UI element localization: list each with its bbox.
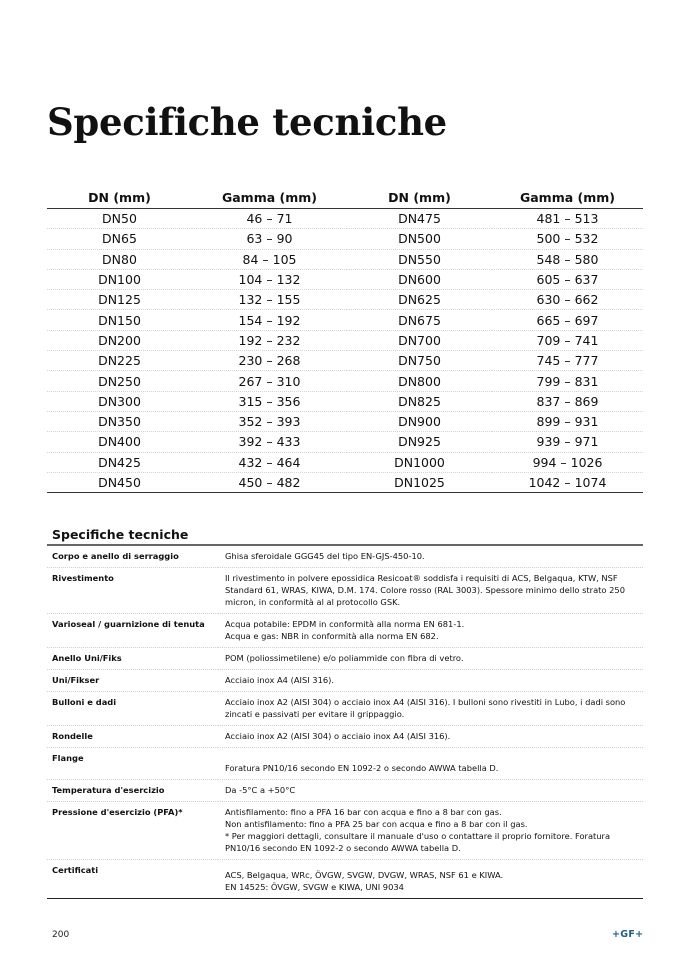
spec-row bbox=[47, 802, 643, 860]
header-dn-left: DN (mm) bbox=[47, 186, 192, 209]
cell-range-right: 837 – 869 bbox=[492, 391, 643, 411]
table-row bbox=[47, 391, 643, 411]
cell-range-left: 352 – 393 bbox=[192, 411, 347, 431]
table-row bbox=[47, 209, 643, 229]
cell-dn-left: DN125 bbox=[47, 290, 192, 310]
cell-dn-right: DN825 bbox=[347, 391, 492, 411]
cell-range-right: 939 – 971 bbox=[492, 432, 643, 452]
spec-value bbox=[218, 802, 643, 860]
cell-range-left: 84 – 105 bbox=[192, 249, 347, 269]
cell-range-right: 709 – 741 bbox=[492, 330, 643, 350]
specs-body bbox=[47, 546, 643, 899]
cell-range-left: 267 – 310 bbox=[192, 371, 347, 391]
cell-dn-right: DN925 bbox=[347, 432, 492, 452]
cell-range-left: 450 – 482 bbox=[192, 472, 347, 492]
cell-range-right: 1042 – 1074 bbox=[492, 472, 643, 492]
cell-dn-left: DN65 bbox=[47, 229, 192, 249]
spec-label: Bulloni e dadi bbox=[47, 692, 218, 726]
spec-label: Uni/Fikser bbox=[47, 670, 218, 692]
cell-dn-right: DN500 bbox=[347, 229, 492, 249]
spec-value bbox=[218, 860, 643, 899]
cell-dn-right: DN1000 bbox=[347, 452, 492, 472]
table-row bbox=[47, 432, 643, 452]
spec-value bbox=[218, 648, 643, 670]
cell-dn-left: DN450 bbox=[47, 472, 192, 492]
spec-row bbox=[47, 748, 643, 780]
specs-title: Specifiche tecniche bbox=[52, 527, 189, 542]
cell-range-right: 500 – 532 bbox=[492, 229, 643, 249]
table-row bbox=[47, 330, 643, 350]
cell-dn-right: DN625 bbox=[347, 290, 492, 310]
cell-dn-left: DN150 bbox=[47, 310, 192, 330]
cell-dn-left: DN100 bbox=[47, 269, 192, 289]
spec-row bbox=[47, 670, 643, 692]
spec-value-line: Acqua e gas: NBR in conformità alla norma EN 682. bbox=[225, 631, 439, 641]
spec-value-line: * Per maggiori dettagli, consultare il manuale d'uso o contattare il proprio fornitore. Foratura PN10/16 secondo EN 1092-2 o secondo AWWA tabella D. bbox=[225, 831, 611, 853]
table-row bbox=[47, 310, 643, 330]
cell-dn-left: DN350 bbox=[47, 411, 192, 431]
spec-value bbox=[218, 670, 643, 692]
cell-dn-right: DN600 bbox=[347, 269, 492, 289]
spec-row bbox=[47, 726, 643, 748]
cell-range-left: 132 – 155 bbox=[192, 290, 347, 310]
table-row bbox=[47, 269, 643, 289]
table-row bbox=[47, 229, 643, 249]
spec-value bbox=[218, 726, 643, 748]
header-dn-right: DN (mm) bbox=[347, 186, 492, 209]
cell-range-left: 315 – 356 bbox=[192, 391, 347, 411]
cell-range-left: 63 – 90 bbox=[192, 229, 347, 249]
spec-label: Pressione d'esercizio (PFA)* bbox=[47, 802, 218, 860]
spec-value-line: Non antisfilamento: fino a PFA 25 bar con acqua e fino a 8 bar con il gas. bbox=[225, 819, 528, 829]
spec-value bbox=[218, 692, 643, 726]
header-range-left: Gamma (mm) bbox=[192, 186, 347, 209]
cell-dn-right: DN700 bbox=[347, 330, 492, 350]
dimensions-body bbox=[47, 209, 643, 493]
cell-range-right: 630 – 662 bbox=[492, 290, 643, 310]
cell-range-left: 154 – 192 bbox=[192, 310, 347, 330]
spec-row bbox=[47, 568, 643, 614]
spec-value bbox=[218, 748, 643, 780]
spec-label: Rondelle bbox=[47, 726, 218, 748]
spec-value-line: EN 14525: ÖVGW, SVGW e KIWA, UNI 9034 bbox=[225, 882, 404, 892]
specs-table bbox=[47, 546, 643, 899]
spec-label: Temperatura d'esercizio bbox=[47, 780, 218, 802]
spec-label: Corpo e anello di serraggio bbox=[47, 546, 218, 568]
spec-value-line: Acqua potabile: EPDM in conformità alla norma EN 681-1. bbox=[225, 619, 465, 629]
page-number: 200 bbox=[52, 930, 70, 940]
spec-value-line: Il rivestimento in polvere epossidica Resicoat® soddisfa i requisiti di ACS, Belgaqua, KTW, NSF Standard 61, WRAS, KIWA, D.M. 174. Colore rosso (RAL 3003). Spessore minimo dello strato 250 micron, in conformità al al protocollo GSK. bbox=[225, 573, 625, 607]
cell-range-left: 192 – 232 bbox=[192, 330, 347, 350]
spec-row bbox=[47, 614, 643, 648]
cell-range-left: 104 – 132 bbox=[192, 269, 347, 289]
spec-label: Flange bbox=[47, 748, 218, 780]
spec-value-line: Foratura PN10/16 secondo EN 1092-2 o secondo AWWA tabella D. bbox=[225, 763, 499, 773]
spec-value bbox=[218, 780, 643, 802]
cell-dn-left: DN425 bbox=[47, 452, 192, 472]
dimensions-table bbox=[47, 186, 643, 493]
spec-value bbox=[218, 614, 643, 648]
table-row bbox=[47, 472, 643, 492]
spec-value-line: Acciaio inox A2 (AISI 304) o acciaio inox A4 (AISI 316). bbox=[225, 731, 451, 741]
cell-dn-right: DN675 bbox=[347, 310, 492, 330]
spec-value-line: Da -5°C a +50°C bbox=[225, 785, 296, 795]
cell-range-left: 432 – 464 bbox=[192, 452, 347, 472]
cell-range-right: 665 – 697 bbox=[492, 310, 643, 330]
cell-dn-left: DN400 bbox=[47, 432, 192, 452]
cell-dn-right: DN550 bbox=[347, 249, 492, 269]
spec-value-line: Acciaio inox A2 (AISI 304) o acciaio inox A4 (AISI 316). I bulloni sono rivestiti in Lubo, i dadi sono zincati e passivati per evitare il grippaggio. bbox=[225, 697, 626, 719]
cell-dn-left: DN250 bbox=[47, 371, 192, 391]
cell-range-right: 899 – 931 bbox=[492, 411, 643, 431]
spec-value-line: Ghisa sferoidale GGG45 del tipo EN-GJS-450-10. bbox=[225, 551, 425, 561]
cell-range-right: 548 – 580 bbox=[492, 249, 643, 269]
cell-range-left: 230 – 268 bbox=[192, 351, 347, 371]
spec-value bbox=[218, 546, 643, 568]
spec-row bbox=[47, 860, 643, 899]
cell-dn-left: DN50 bbox=[47, 209, 192, 229]
cell-range-right: 481 – 513 bbox=[492, 209, 643, 229]
cell-range-right: 799 – 831 bbox=[492, 371, 643, 391]
cell-dn-left: DN300 bbox=[47, 391, 192, 411]
cell-range-left: 46 – 71 bbox=[192, 209, 347, 229]
cell-dn-right: DN900 bbox=[347, 411, 492, 431]
spec-row bbox=[47, 648, 643, 670]
dimensions-header-row bbox=[47, 186, 643, 209]
spec-label: Certificati bbox=[47, 860, 218, 899]
spec-value-line: POM (poliossimetilene) e/o poliammide con fibra di vetro. bbox=[225, 653, 464, 663]
cell-range-right: 994 – 1026 bbox=[492, 452, 643, 472]
cell-range-right: 605 – 637 bbox=[492, 269, 643, 289]
gf-logo: +GF+ bbox=[612, 929, 644, 940]
cell-dn-left: DN200 bbox=[47, 330, 192, 350]
spec-value-line: Antisfilamento: fino a PFA 16 bar con acqua e fino a 8 bar con gas. bbox=[225, 807, 502, 817]
spec-row bbox=[47, 780, 643, 802]
spec-label: Anello Uni/Fiks bbox=[47, 648, 218, 670]
table-row bbox=[47, 452, 643, 472]
page-title: Specifiche tecniche bbox=[47, 100, 447, 144]
cell-dn-right: DN800 bbox=[347, 371, 492, 391]
spec-label: Rivestimento bbox=[47, 568, 218, 614]
cell-range-left: 392 – 433 bbox=[192, 432, 347, 452]
spec-row bbox=[47, 692, 643, 726]
cell-dn-left: DN225 bbox=[47, 351, 192, 371]
spec-row bbox=[47, 546, 643, 568]
spec-value-line: ACS, Belgaqua, WRc, ÖVGW, SVGW, DVGW, WRAS, NSF 61 e KIWA. bbox=[225, 870, 504, 880]
table-row bbox=[47, 290, 643, 310]
table-row bbox=[47, 249, 643, 269]
cell-dn-right: DN475 bbox=[347, 209, 492, 229]
table-row bbox=[47, 371, 643, 391]
spec-label: Varioseal / guarnizione di tenuta bbox=[47, 614, 218, 648]
table-row bbox=[47, 411, 643, 431]
cell-range-right: 745 – 777 bbox=[492, 351, 643, 371]
header-range-right: Gamma (mm) bbox=[492, 186, 643, 209]
cell-dn-right: DN750 bbox=[347, 351, 492, 371]
spec-value-line: Acciaio inox A4 (AISI 316). bbox=[225, 675, 335, 685]
cell-dn-right: DN1025 bbox=[347, 472, 492, 492]
cell-dn-left: DN80 bbox=[47, 249, 192, 269]
spec-value bbox=[218, 568, 643, 614]
table-row bbox=[47, 351, 643, 371]
